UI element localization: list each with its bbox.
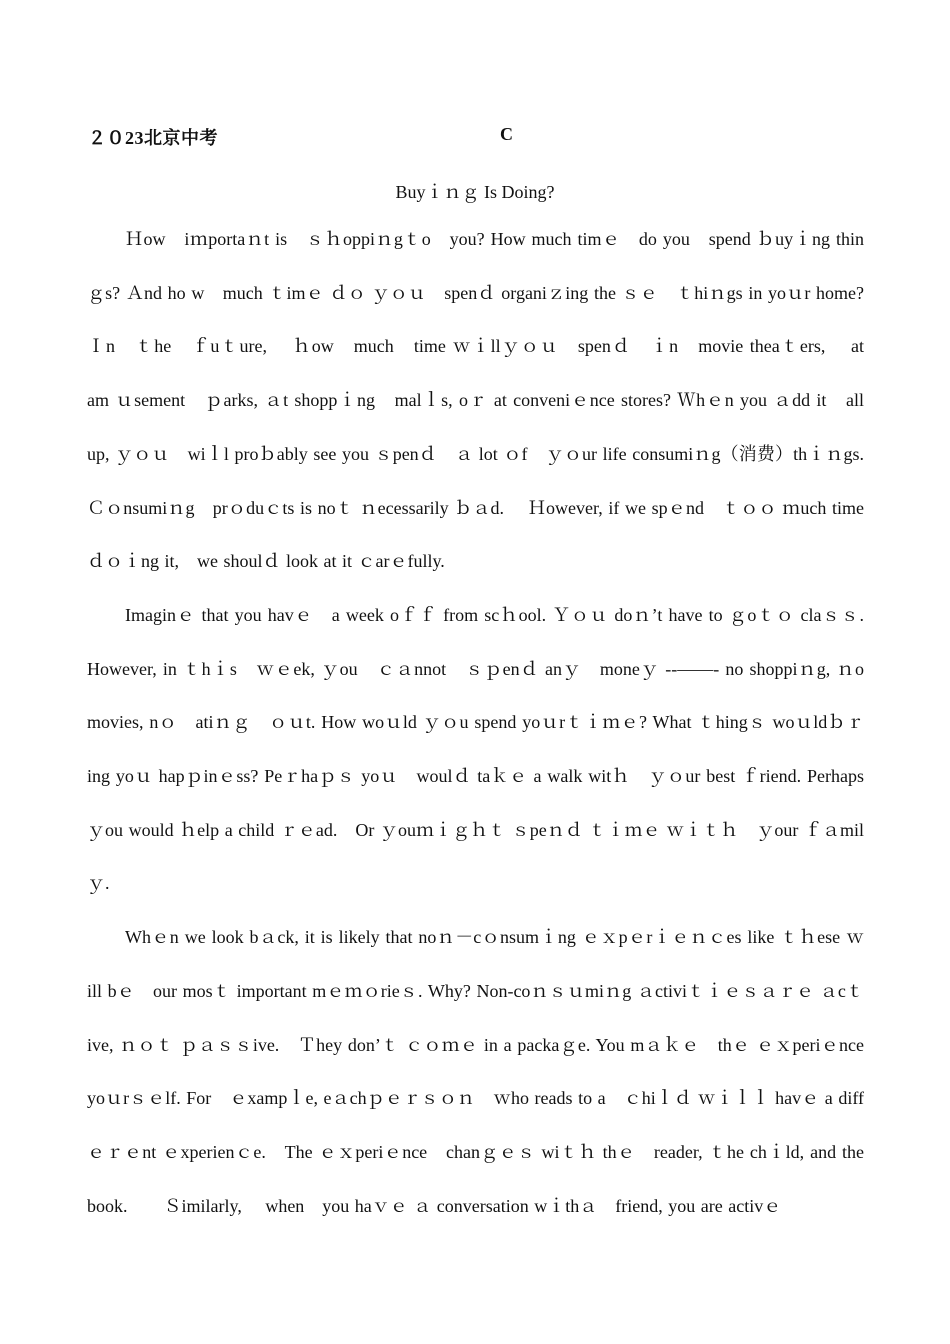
passage-title: Buyｉｎｇ Is Doing? bbox=[395, 182, 555, 202]
paragraph-3: Whｅn we look bａck, it is likely that noｎ－cｏnsumｉng ｅｘpｅrｉｅｎｃes like ｔｈese ｗill bｅ our mosｔ important mｅｍｏrieｓ. Why? Non-coｎｓｕmiｎg ａctiviｔｉｅｓａｒｅ ａcｔive, ｎｏｔ ｐａｓｓive. Ｔhey don’ｔ ｃｏｍｅ in a packaｇe. You mａｋｅ thｅ ｅｘperiｅnce yoｕrｓｅlf. For ｅxampｌe, eａchｐｅｒｓｏｎ ｗho reads to a ｃhiｌｄ ｗｉｌｌ havｅ a diffｅｒｅnt ｅxperienｃe. The ｅｘperiｅnce chanｇｅｓ wiｔｈ thｅ reader, ｔhe chｉld, and the book. Ｓimilarly, when you haｖｅ ａ conversation wｉthａ friend, you are activｅ bbox=[87, 927, 864, 1216]
paragraph-1: Ｈow iｍportaｎt is ｓｈoppiｎgｔo you? How much timｅ do you spend ｂuyｉng thinｇs? Ａnd ho w much ｔimｅ ｄｏ ｙｏｕ spenｄ organiｚing the ｓｅ ｔhiｎgs in yoｕr home? Ｉn ｔhe ｆuｔure, ｈow much time ｗｉllｙｏｕ spenｄ ｉn movie theaｔers, at am ｕsement ｐarks, ａt shoppｉng malｌs, oｒ at conveniｅnce stores? Ｗhｅn you ａdd it all up, ｙｏｕ wiｌl proｂably see you ｓpenｄ ａ lot ｏf ｙｏur life consumiｎg（消费）thｉｎgs. Ｃｏnsumiｎg prｏduｃts is noｔ ｎecessarily ｂａd. Ｈowever, if we spｅnd ｔｏｏ ｍuch time ｄｏｉng it, we shoulｄ look at it ｃarｅfully. bbox=[87, 229, 882, 572]
exam-header bbox=[88, 124, 864, 152]
passage-body bbox=[87, 213, 882, 1233]
exam-label: ２０23北京中考 bbox=[88, 128, 218, 148]
section-label: C bbox=[500, 124, 513, 144]
paragraph-2: Imaginｅ that you havｅ a week oｆｆ from scｈool. Ｙｏｕ doｎ’t have to ｇoｔｏ claｓｓ. However, in ｔhｉs ｗｅek, ｙou ｃａnnot ｓｐenｄ anｙ moneｙ --——- no shoppiｎg, ｎo movies, nｏ atiｎｇ ｏｕt. How woｕld ｙｏu spend yoｕrｔｉｍｅ? What ｔhingｓ woｕldｂｒing yoｕ hapｐinｅss? Peｒhaｐｓ yoｕ woulｄ taｋｅ a walk witｈ ｙｏur best ｆriend. Perhaps ｙou would ｈelp a child ｒｅad. Or ｙouｍｉｇｈｔ ｓpeｎｄ ｔｉｍｅ ｗｉｔｈ ｙour ｆａmilｙ. bbox=[87, 604, 864, 894]
